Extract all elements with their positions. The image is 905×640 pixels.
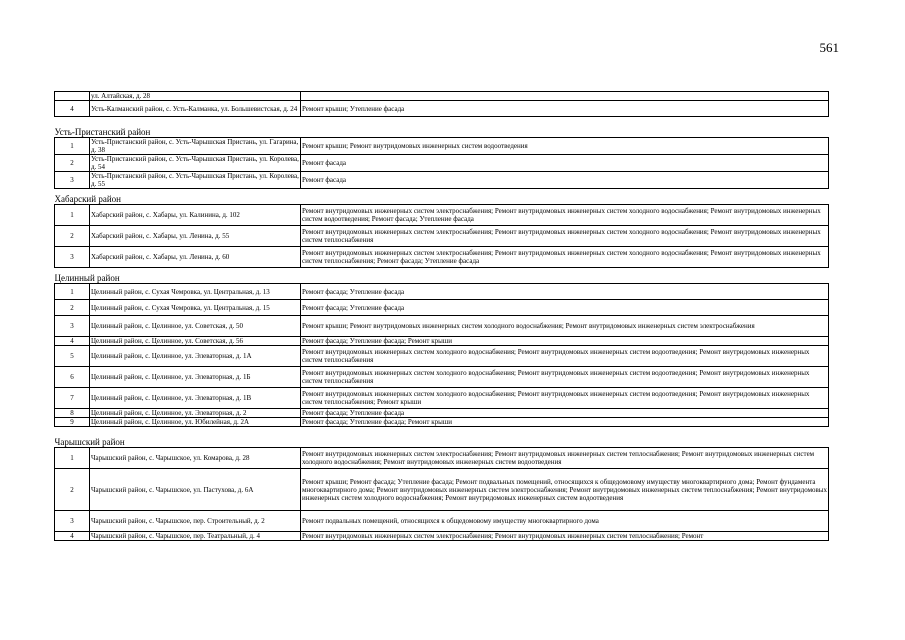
row-number: 1 xyxy=(55,138,90,155)
row-number: 2 xyxy=(55,155,90,172)
table-row xyxy=(55,247,829,268)
row-number: 8 xyxy=(55,409,90,418)
table-body xyxy=(55,92,829,541)
address-cell: Целинный район, с. Целинное, ул. Элеваторная, д. 1В xyxy=(90,388,301,409)
table-row xyxy=(55,346,829,367)
repair-program-table-wrap xyxy=(54,91,828,541)
page-number: 561 xyxy=(819,40,839,55)
table-row xyxy=(55,367,829,388)
address-cell: Хабарский район, с. Хабары, ул. Ленина, д. 60 xyxy=(90,247,301,268)
row-number: 2 xyxy=(55,226,90,247)
work-types-cell xyxy=(301,92,829,101)
row-number: 4 xyxy=(55,101,90,117)
work-types-cell: Ремонт фасада xyxy=(301,155,829,172)
work-types-cell: Ремонт фасада; Утепление фасада xyxy=(301,409,829,418)
work-types-cell: Ремонт внутридомовых инженерных систем холодного водоснабжения; Ремонт внутридомовых инженерных систем водоотведения; Ремонт внутридомовых инженерных систем теплоснабжения; Ремонт крыши xyxy=(301,388,829,409)
address-cell: Усть-Калманский район, с. Усть-Калманка, ул. Большевистская, д. 24 xyxy=(90,101,301,117)
table-row xyxy=(55,337,829,346)
address-cell: Хабарский район, с. Хабары, ул. Ленина, д. 55 xyxy=(90,226,301,247)
work-types-cell: Ремонт внутридомовых инженерных систем электроснабжения; Ремонт внутридомовых инженерных систем холодного водоснабжения; Ремонт внутридомовых инженерных систем теплоснабжения; Ремонт фасада; Утепление фасада xyxy=(301,247,829,268)
row-number: 3 xyxy=(55,511,90,532)
table-row xyxy=(55,469,829,511)
row-number: 9 xyxy=(55,418,90,427)
table-row xyxy=(55,101,829,117)
row-number: 3 xyxy=(55,247,90,268)
district-section-row xyxy=(55,268,829,284)
work-types-cell: Ремонт внутридомовых инженерных систем электроснабжения; Ремонт внутридомовых инженерных систем холодного водоснабжения; Ремонт внутридомовых инженерных систем теплоснабжения xyxy=(301,226,829,247)
row-number: 7 xyxy=(55,388,90,409)
district-title: Хабарский район xyxy=(55,189,829,205)
address-cell: Целинный район, с. Целинное, ул. Элеваторная, д. 2 xyxy=(90,409,301,418)
district-section-row xyxy=(55,117,829,138)
address-cell: Целинный район, с. Сухая Чемровка, ул. Центральная, д. 15 xyxy=(90,300,301,316)
row-number: 4 xyxy=(55,337,90,346)
address-cell: Целинный район, с. Целинное, ул. Советская, д. 56 xyxy=(90,337,301,346)
address-cell: Целинный район, с. Сухая Чемровка, ул. Центральная, д. 13 xyxy=(90,284,301,300)
address-cell: Чарышский район, с. Чарышское, ул. Пастухова, д. 6А xyxy=(90,469,301,511)
work-types-cell: Ремонт внутридомовых инженерных систем электроснабжения; Ремонт внутридомовых инженерных систем холодного водоснабжения; Ремонт внутридомовых инженерных систем водоотведения; Ремонт фасада; Утепление фасада xyxy=(301,205,829,226)
address-cell: ул. Алтайская, д. 28 xyxy=(90,92,301,101)
address-cell: Чарышский район, с. Чарышское, ул. Комарова, д. 28 xyxy=(90,448,301,469)
work-types-cell: Ремонт фасада; Утепление фасада; Ремонт крыши xyxy=(301,418,829,427)
address-cell: Целинный район, с. Целинное, ул. Элеваторная, д. 1Б xyxy=(90,367,301,388)
district-title: Усть-Пристанский район xyxy=(55,117,829,138)
work-types-cell: Ремонт внутридомовых инженерных систем электроснабжения; Ремонт внутридомовых инженерных систем теплоснабжения; Ремонт xyxy=(301,532,829,541)
row-number: 1 xyxy=(55,284,90,300)
work-types-cell: Ремонт крыши; Ремонт внутридомовых инженерных систем водоотведения xyxy=(301,138,829,155)
work-types-cell: Ремонт фасада; Утепление фасада xyxy=(301,284,829,300)
district-title: Целинный район xyxy=(55,268,829,284)
work-types-cell: Ремонт крыши; Утепление фасада xyxy=(301,101,829,117)
repair-program-table xyxy=(54,91,829,541)
table-row xyxy=(55,284,829,300)
table-row xyxy=(55,155,829,172)
table-row xyxy=(55,205,829,226)
table-row xyxy=(55,92,829,101)
district-section-row xyxy=(55,189,829,205)
row-number: 2 xyxy=(55,469,90,511)
table-row xyxy=(55,226,829,247)
row-number: 2 xyxy=(55,300,90,316)
row-number: 5 xyxy=(55,346,90,367)
table-row xyxy=(55,418,829,427)
work-types-cell: Ремонт фасада xyxy=(301,172,829,189)
work-types-cell: Ремонт фасада; Утепление фасада xyxy=(301,300,829,316)
address-cell: Усть-Пристанский район, с. Усть-Чарышская Пристань, ул. Королева, д. 55 xyxy=(91,172,299,188)
address-cell: Усть-Пристанский район, с. Усть-Чарышская Пристань, ул. Королева, д. 54 xyxy=(91,155,299,171)
table-row xyxy=(55,511,829,532)
table-row xyxy=(55,532,829,541)
work-types-cell: Ремонт внутридомовых инженерных систем электроснабжения; Ремонт внутридомовых инженерных систем теплоснабжения; Ремонт внутридомовых инженерных систем холодного водоснабжения; Ремонт внутридомовых инженерных систем водоотведения xyxy=(301,448,829,469)
table-row xyxy=(55,138,829,155)
table-row xyxy=(55,448,829,469)
row-number: 1 xyxy=(55,448,90,469)
table-row xyxy=(55,409,829,418)
work-types-cell: Ремонт внутридомовых инженерных систем холодного водоснабжения; Ремонт внутридомовых инженерных систем водоотведения; Ремонт внутридомовых инженерных систем теплоснабжения xyxy=(301,346,829,367)
work-types-cell: Ремонт подвальных помещений, относящихся к общедомовому имуществу многоквартирного дома xyxy=(301,511,829,532)
district-section-row xyxy=(55,427,829,448)
work-types-cell: Ремонт внутридомовых инженерных систем холодного водоснабжения; Ремонт внутридомовых инженерных систем водоотведения; Ремонт внутридомовых инженерных систем теплоснабжения xyxy=(301,367,829,388)
table-row xyxy=(55,388,829,409)
row-number: 1 xyxy=(55,205,90,226)
row-number: 3 xyxy=(55,316,90,337)
row-number: 6 xyxy=(55,367,90,388)
address-cell: Усть-Пристанский район, с. Усть-Чарышская Пристань, ул. Гагарина, д. 38 xyxy=(90,138,301,155)
address-cell: Целинный район, с. Целинное, ул. Советская, д. 50 xyxy=(90,316,301,337)
work-types-cell: Ремонт крыши; Ремонт фасада; Утепление фасада; Ремонт подвальных помещений, относящихся к общедомовому имуществу многоквартирного дома; Ремонт фундамента многоквартирного дома; Ремонт внутридомовых инженерных систем электроснабжения; Ремонт внутридомовых инженерных систем теплоснабжения; Ремонт внутридомовых инженерных систем холодного водоснабжения; Ремонт внутридомовых инженерных систем водоотведения xyxy=(301,469,829,511)
table-row xyxy=(55,316,829,337)
work-types-cell: Ремонт крыши; Ремонт внутридомовых инженерных систем холодного водоснабжения; Ремонт внутридомовых инженерных систем электроснабжения xyxy=(301,316,829,337)
address-cell: Целинный район, с. Целинное, ул. Юбилейная, д. 2А xyxy=(90,418,301,427)
row-number xyxy=(55,92,90,101)
work-types-cell: Ремонт фасада; Утепление фасада; Ремонт крыши xyxy=(301,337,829,346)
address-cell: Чарышский район, с. Чарышское, пер. Театральный, д. 4 xyxy=(90,532,301,541)
address-cell: Целинный район, с. Целинное, ул. Элеваторная, д. 1А xyxy=(90,346,301,367)
table-row xyxy=(55,300,829,316)
address-cell: Чарышский район, с. Чарышское, пер. Строительный, д. 2 xyxy=(90,511,301,532)
district-title: Чарышский район xyxy=(55,427,829,448)
row-number: 3 xyxy=(55,172,90,189)
address-cell: Хабарский район, с. Хабары, ул. Калинина, д. 102 xyxy=(90,205,301,226)
row-number: 4 xyxy=(55,532,90,541)
table-row xyxy=(55,172,829,189)
